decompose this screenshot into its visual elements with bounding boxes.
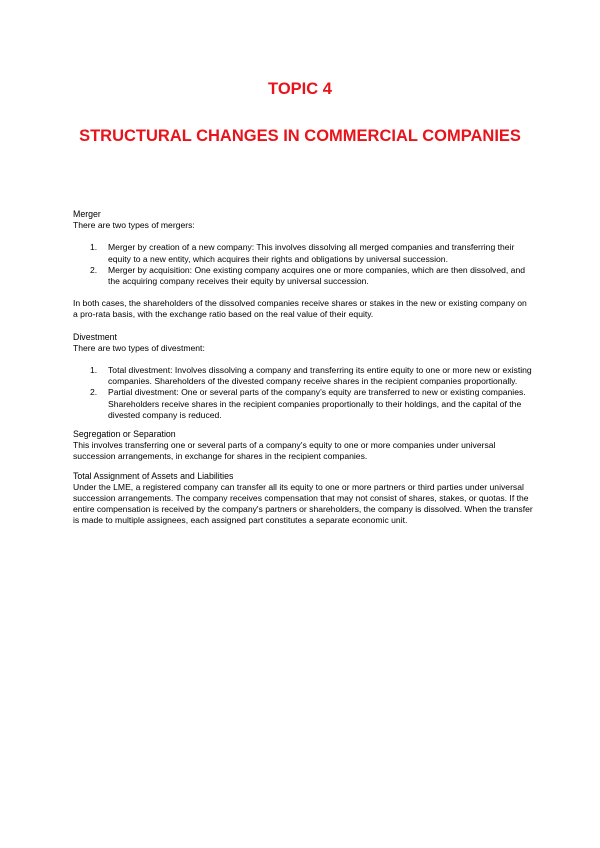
divestment-list xyxy=(73,365,533,421)
document-body xyxy=(73,209,533,527)
list-number: 1. xyxy=(90,365,98,376)
list-item-text: Merger by acquisition: One existing company acquires one or more companies, which are then dissolved, and the acquiring company receives their equity by universal succession. xyxy=(108,264,526,287)
assignment-heading: Total Assignment of Assets and Liabilities xyxy=(73,470,234,481)
page-title: STRUCTURAL CHANGES IN COMMERCIAL COMPANIES xyxy=(79,127,521,145)
list-number: 2. xyxy=(90,387,98,398)
segregation-body: This involves transferring one or several parts of a company's equity to one or more companies under universal succession arrangements, in exchange for shares in the recipient companies. xyxy=(73,440,496,462)
divestment-intro: There are two types of divestment: xyxy=(73,342,205,353)
segregation-heading: Segregation or Separation xyxy=(73,429,176,440)
section-assignment xyxy=(73,471,533,527)
assignment-body: Under the LME, a registered company can transfer all its equity to one or more partners or third parties under universal succession arrangements. The company receives compensation that may not consist of shares, stakes, or quotas. If the entire compensation is received by the company's partners or shareholders, the company is dissolved. When the transfer is made to multiple assignees, each assigned part constitutes a separate economic unit. xyxy=(73,481,533,526)
section-merger xyxy=(73,209,533,321)
list-number: 1. xyxy=(90,242,98,253)
list-item xyxy=(73,387,533,421)
divestment-heading: Divestment xyxy=(73,331,117,342)
section-divestment xyxy=(73,332,533,421)
merger-closing: In both cases, the shareholders of the dissolved companies receive shares or stakes in the new or existing company on a pro-rata basis, with the exchange ratio based on the real value of their equity. xyxy=(73,298,527,320)
merger-intro: There are two types of mergers: xyxy=(73,220,195,231)
list-item xyxy=(73,265,533,287)
section-segregation xyxy=(73,429,533,463)
list-item-text: Total divestment: Involves dissolving a company and transferring its entire equity to one or more new or existing companies. Shareholders of the divested company receive shares in the recipient companies proportionally. xyxy=(108,365,532,387)
topic-label: TOPIC 4 xyxy=(268,80,332,98)
list-number: 2. xyxy=(90,264,98,275)
list-item-text: Partial divestment: One or several parts of the company's equity are transferred to new or existing companies. Shareholders receive shares in the recipient companies proportionally to their holdings, and the capital of the divested company is reduced. xyxy=(108,387,526,420)
list-item xyxy=(73,365,533,387)
list-item-text: Merger by creation of a new company: This involves dissolving all merged companies and transferring their equity to a new entity, which acquires their rights and obligations by universal succession. xyxy=(108,242,515,264)
merger-list xyxy=(73,242,533,287)
list-item xyxy=(73,242,533,264)
merger-heading: Merger xyxy=(73,209,101,219)
